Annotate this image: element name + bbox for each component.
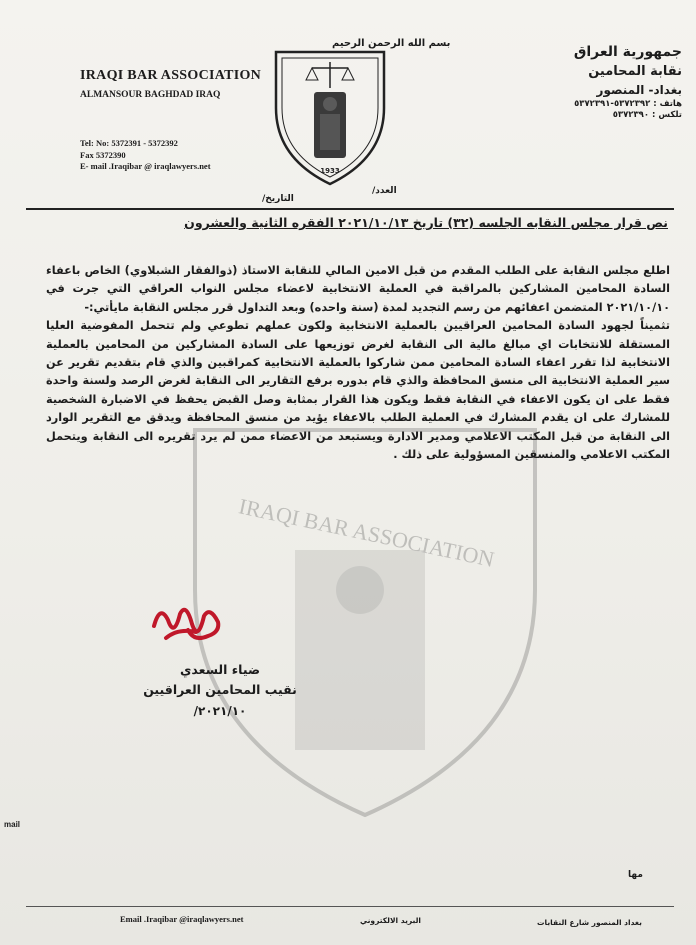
watermark-text: IRAQI BAR ASSOCIATION [236,493,497,572]
footer-email-label: البريد الالكتروني [360,916,421,925]
arabic-city: بغداد- المنصور [596,83,682,97]
basmala: بسم الله الرحمن الرحيم [332,38,451,49]
watermark-emblem-icon [185,420,545,820]
decision-title: نص قرار مجلس النقابه الجلسه (٣٢) تاريخ ٢٠٢١/١٠/١٣ الفقره الثانية والعشرون [184,215,668,230]
signer-title: نقيب المحامين العراقيين [143,682,297,697]
footer-email: Email .Iraqibar @iraqlawyers.net [120,914,244,924]
body-paragraph-2: تثميناً لجهود السادة المحامين العراقيين بالعملية الانتخابية ولكون عملهم تطوعي ولم تتحمل المفوضية العليا المستقلة للانتخابات اي مبالغ مالية الى النقابة لغرض توزيعها على السادة المشاركين من المحامين بالعملية الانتخابية لذا تقرر اعفاء السادة المحامين ممن شاركوا بالعملية الانتخابية كمراقبين والذي قام بتقديم تقرير عن سير العملية الانتخابية الى منسق المحافظة والذي قام بدوره برفع التقارير الى النقابة لغرض الرصد ولسنة واحدة فقط على ان يكون الاعفاء في النقابة فقط ويكون هذا القرار بمثابة وصل القبض يحفظ في الاضبارة الشخصية للمشارك على ان يقدم المشارك في العملية الطلب بالاعفاء يؤيد من منسق المحافظة ويدقق مع التقرير الوارد الى النقابة من قبل المكتب الاعلامي ومدير الادارة ويستبعد من الاعضاء ممن لم يرد تقريره الى النقابة ويتحمل المكتب الاعلامي والمنسقين المسؤولية على ذلك . [46,319,670,462]
english-org-title: IRAQI BAR ASSOCIATION [80,68,262,83]
english-contact-block [80,138,211,173]
footer-divider [26,906,674,907]
signature-date: ٢٠٢١/١٠/ [193,704,247,718]
arabic-phone: هاتف : ٥٣٧٢٣٩٢-٥٣٧٢٣٩١ [574,99,682,109]
english-org-subtitle: ALMANSOUR BAGHDAD IRAQ [80,90,221,100]
header-divider [26,208,674,210]
signer-name: ضياء السعدي [179,662,261,677]
english-fax: Fax 5372390 [80,149,126,160]
reference-number-label: العدد/ [372,186,397,196]
date-label: التاريخ/ [262,194,294,204]
english-tel: Tel: No: 5372391 - 5372392 [80,138,178,148]
left-margin-note: mail [4,820,21,829]
arabic-header-block [512,42,682,121]
arabic-country: جمهورية العراق [573,44,682,60]
decision-body [46,262,670,464]
bar-association-emblem-icon [268,48,392,188]
english-email: E- mail .Iraqibar @ iraqlawyers.net [80,161,211,171]
body-paragraph-1: اطلع مجلس النقابة على الطلب المقدم من قبل الامين المالي للنقابة الاستاذ (ذوالفقار الشبلاوي) الخاص باعفاء السادة المحامين المشاركين بالمراقبة في العملية الانتخابية لاعضاء مجلس النواب العراقي التي جرت في ٢٠٢١/١٠/١٠ المتضمن اعفائهم من رسم التجديد لمدة (سنة واحده) وبعد التداول قرر مجلس النقابة مايأتي:- [46,264,670,314]
right-margin-note: مها [628,870,643,880]
signer-block [140,660,300,722]
arabic-fax: تلكس : ٥٣٧٢٣٩٠ [612,110,682,120]
footer-address: بغداد المنصور شارع النقابات [537,918,642,927]
logo-year: 1933 [320,167,340,175]
handwritten-signature [148,598,226,650]
arabic-org: نقابة المحامين [588,64,682,79]
